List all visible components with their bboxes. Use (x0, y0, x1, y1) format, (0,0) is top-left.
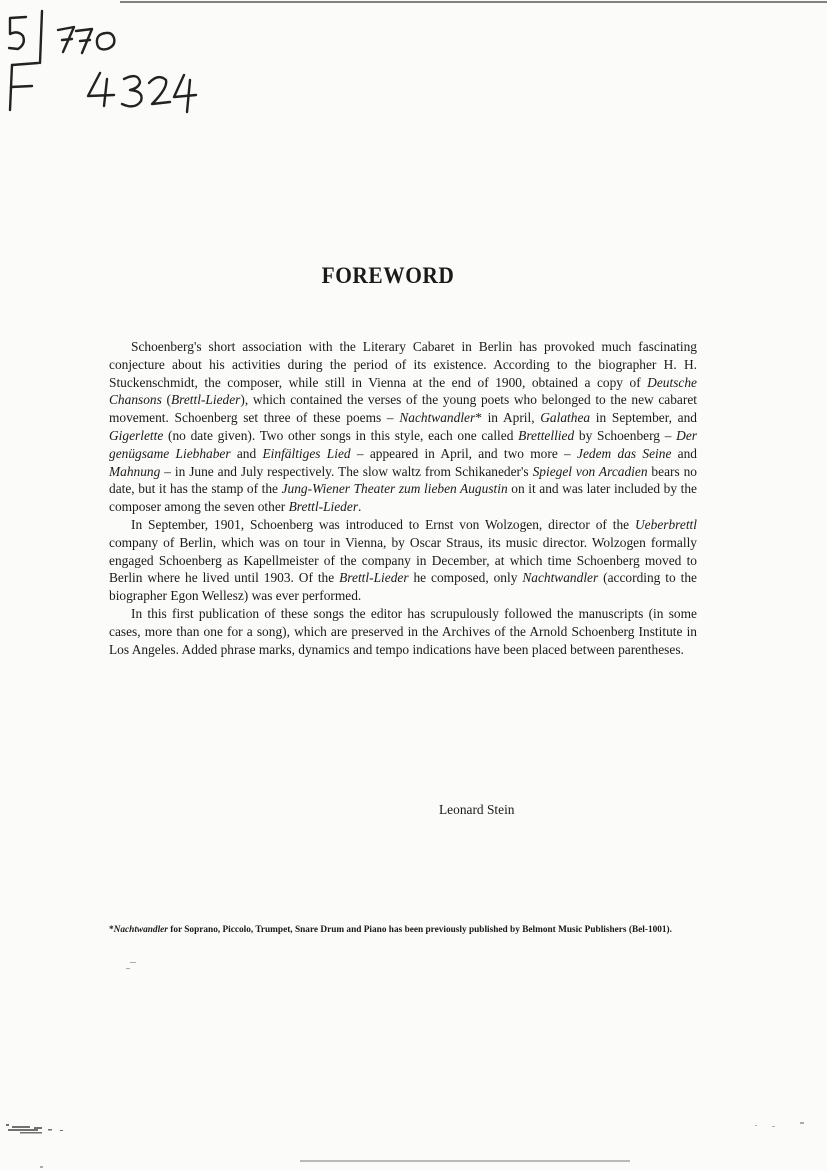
bottom-edge-rule (300, 1160, 630, 1162)
italic-title-text: Galathea (540, 410, 591, 426)
italic-title-text: Nachtwandler (399, 410, 476, 426)
text-run: by Schoenberg – (574, 427, 677, 443)
text-run: In September, 1901, Schoenberg was introduced to Ernst von Wolzogen, director of the (131, 516, 636, 532)
text-run: and (230, 445, 263, 461)
italic-title-text: Nachtwandler (113, 925, 168, 935)
text-run: company of Berlin, which was on tour in Vienna, by Oscar Straus, its music director. Wolzogen formally engaged Schoenberg as Kapellmeister of the company in December, at which time Schoenberg moved to Berlin where he lived until 1903. Of the (109, 534, 697, 586)
italic-title-text: Ueberbrettl (635, 516, 697, 532)
italic-title-text: Spiegel von Arcadien (532, 463, 648, 479)
italic-title-text: Gigerlette (109, 427, 164, 443)
text-run: In this first publication of these songs the editor has scrupulously followed the manuscripts (in some cases, more than one for a song), which are preserved in the Archives of the Arnold Schoenberg Institute in Los Angeles. Added phrase marks, dynamics and tempo indications have been placed between parentheses. (109, 605, 697, 657)
italic-title-text: Brettellied (518, 427, 575, 443)
italic-title-text: Brettl-Lieder (339, 570, 409, 586)
text-run: * (109, 925, 114, 935)
italic-title-text: Brettl-Lieder (170, 392, 241, 408)
text-run: on it and was later included by the composer among the seven other (109, 481, 697, 515)
italic-title-text: Jung-Wiener Theater zum lieben Augustin (281, 481, 508, 497)
text-run: ), which contained the verses of the young poets who belonged to the new cabaret movement. Schoenberg set three of these poems – (109, 392, 697, 426)
text-run: and (671, 445, 698, 461)
italic-title-text: Deutsche Chansons (109, 374, 697, 408)
signature: Leonard Stein (439, 802, 515, 817)
text-run: . (358, 499, 362, 515)
text-run: bears no date, but it has the stamp of the (109, 463, 698, 497)
italic-title-text: Nachtwandler (522, 570, 599, 586)
text-run: Schoenberg's short association with the Literary Cabaret in Berlin has provoked much fascinating conjecture about his activities during the period of its existence. According to the biographer H. H. Stuckenschmidt, the composer, while still in Vienna at the end of 1900, obtained a copy of (109, 339, 697, 390)
italic-title-text: Einfältiges Lied (262, 445, 351, 461)
italic-title-text: Mahnung (109, 463, 161, 479)
text-run: * in April, (475, 410, 541, 426)
page-title: FOREWORD (321, 263, 455, 288)
text-run: – appeared in April, and two more – (350, 445, 578, 461)
text-run: for Soprano, Piccolo, Trumpet, Snare Drum and Piano has been previously published by Belmont Music Publishers (Bel-1001). (167, 925, 672, 935)
text-run: (no date given). Two other songs in this style, each one called (163, 427, 519, 443)
italic-title-text: Der genügsame Liebhaber (109, 427, 697, 461)
italic-title-text: Brettl-Lieder (288, 499, 359, 515)
text-run: in September, and (590, 410, 697, 426)
italic-title-text: Jedem das Seine (577, 445, 672, 461)
text-run: – in June and July respectively. The slow waltz from Schikaneder's (160, 463, 533, 479)
text-run: (according to the biographer Egon Wellesz) was ever performed. (109, 570, 697, 604)
text-run: he composed, only (408, 570, 523, 586)
text-run: ( (161, 392, 171, 408)
